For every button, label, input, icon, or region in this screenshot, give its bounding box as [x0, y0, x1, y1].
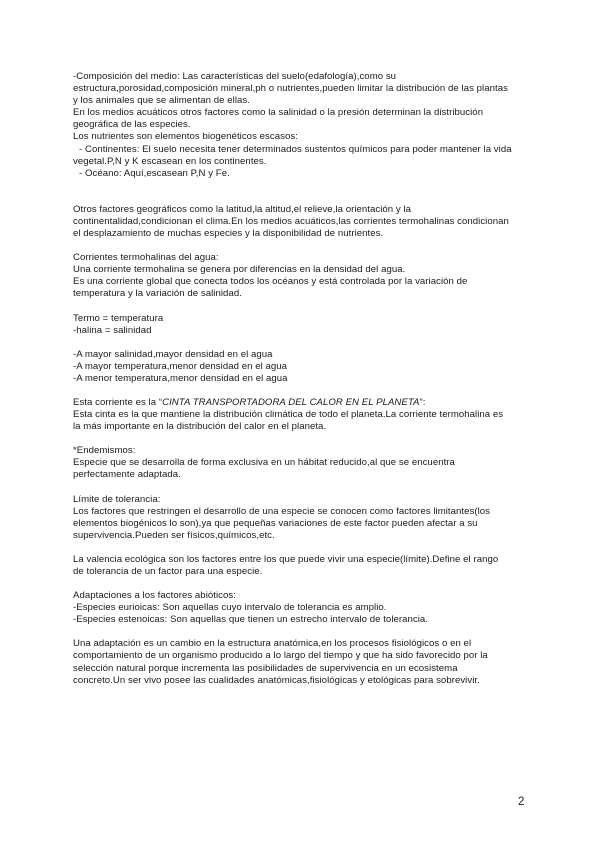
text-line: Esta cinta es la que mantiene la distribución climática de todo el planeta.La corriente termohalina es — [73, 409, 504, 421]
text-line: continentalidad,condicionan el clima.En los medios acuáticos,las corrientes termohalinas condicionan — [73, 215, 509, 227]
text-line: -Composición del medio: Las características del suelo(edafología),como su — [73, 71, 397, 82]
cinta-italic: CINTA TRANSPORTADORA DEL CALOR EN EL PLANETA — [162, 396, 420, 408]
text-line: Los nutrientes son elementos biogenéticos escasos: — [73, 131, 298, 143]
text-line: Una adaptación es un cambio en la estructura anatómica,en los procesos fisiológicos o en el — [73, 638, 472, 650]
cinta-prefix: Esta corriente es la “ — [73, 396, 163, 408]
text-line: Es una corriente global que conecta todos los océanos y está controlada por la variación de — [73, 276, 468, 288]
section-heading: *Endemismos: — [73, 445, 136, 457]
text-line: comportamiento de un organismo producido a lo largo del tiempo y que ha sido favorecido por la — [73, 650, 488, 662]
text-line: temperatura y la variación de salinidad. — [73, 288, 242, 300]
text-line: -halina = salinidad — [73, 324, 152, 336]
text-line: -A mayor salinidad,mayor densidad en el agua — [73, 348, 273, 360]
page-number: 2 — [518, 796, 525, 808]
text-line: vegetal.P,N y K escasean en los continentes. — [73, 155, 267, 167]
document-body — [73, 71, 535, 687]
section-heading: Adaptaciones a los factores abióticos: — [73, 590, 236, 602]
text-line: y los animales que se alimentan de ellas. — [73, 95, 250, 107]
text-line: -A menor temperatura,menor densidad en el agua — [73, 372, 288, 384]
text-line: -A mayor temperatura,menor densidad en el agua — [73, 360, 288, 372]
text-line: de tolerancia de un factor para una especie. — [73, 566, 263, 577]
text-line: geográfica de las especies. — [73, 119, 191, 131]
text-line: selección natural porque incrementa las posibilidades de supervivencia en un ecosistema — [73, 662, 458, 674]
text-line: Otros factores geográficos como la latitud,la altitud,el relieve,la orientación y la — [73, 203, 412, 215]
text-line: En los medios acuáticos otros factores como la salinidad o la presión determinan la distribución — [73, 107, 484, 119]
text-line: estructura,porosidad,composición mineral,ph o nutrientes,pueden limitar la distribución de las plantas — [73, 83, 508, 95]
text-line — [73, 397, 535, 409]
section-heading: Límite de tolerancia: — [73, 493, 161, 505]
section-heading: Corrientes termohalinas del agua: — [73, 252, 219, 264]
text-line: Una corriente termohalina se genera por diferencias en la densidad del agua. — [73, 264, 406, 276]
text-line: -Especies eurioicas: Son aquellas cuyo intervalo de tolerancia es amplio. — [73, 602, 387, 614]
text-line: Especie que se desarrolla de forma exclusiva en un hábitat reducido,al que se encuentra — [73, 457, 455, 469]
text-line: perfectamente adaptada. — [73, 469, 181, 481]
text-line: supervivencia.Pueden ser físicos,químicos,etc. — [73, 529, 275, 541]
text-line: - Continentes: El suelo necesita tener determinados sustentos químicos para poder mantener la vida — [79, 143, 512, 155]
text-line: la más importante en la distribución del calor en el planeta. — [73, 421, 327, 433]
text-line: La valencia ecológica son los factores entre los que puede vivir una especie(límite).Define el rango — [73, 553, 499, 565]
cinta-suffix: ”: — [419, 396, 426, 408]
text-line: Los factores que restringen el desarrollo de una especie se conocen como factores limitantes(los — [73, 505, 491, 517]
text-line: concreto.Un ser vivo posee las cualidades anatómicas,fisiológicas y etológicas para sobrevivir. — [73, 674, 480, 686]
text-line: Termo = temperatura — [73, 312, 164, 324]
text-line: el desplazamiento de muchas especies y la disponibilidad de nutrientes. — [73, 228, 384, 240]
text-line: -Especies estenoicas: Son aquellas que tienen un estrecho intervalo de tolerancia. — [73, 614, 429, 626]
text-line: - Océano: Aquí,escasean P,N y Fe. — [79, 167, 230, 179]
text-line: elementos biogénicos lo son),ya que pequeñas variaciones de este factor pueden afectar a su — [73, 517, 478, 529]
